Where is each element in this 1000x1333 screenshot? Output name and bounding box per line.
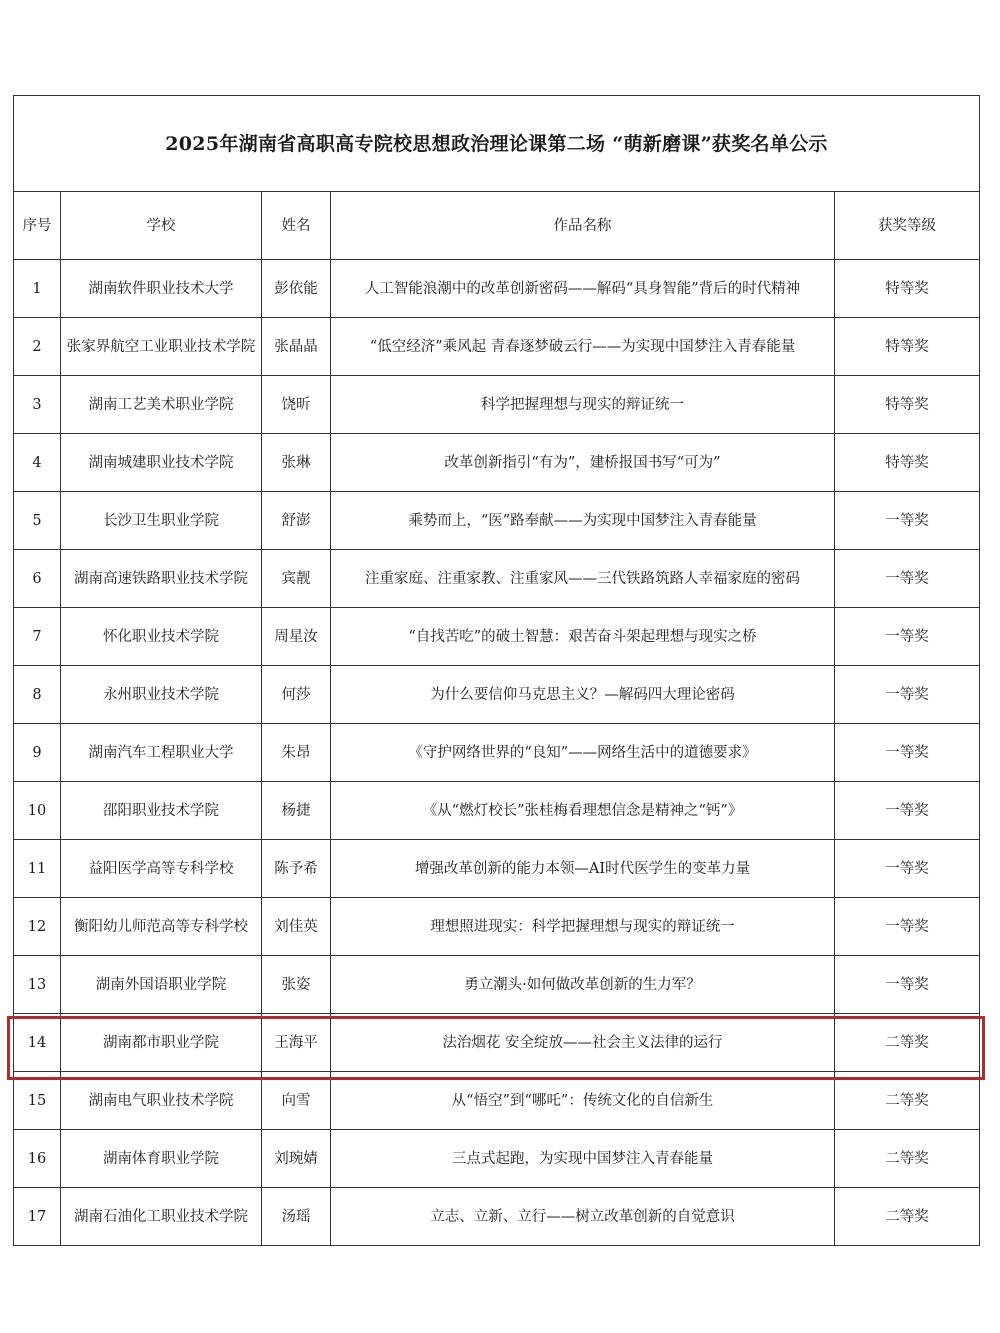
award-sheet (13, 95, 979, 1246)
table-row (14, 1188, 980, 1246)
cell-work: 增强改革创新的能力本领—AI时代医学生的变革力量 (331, 840, 835, 898)
cell-work: “低空经济”乘风起 青春逐梦破云行——为实现中国梦注入青春能量 (331, 318, 835, 376)
cell-name: 周星汝 (262, 608, 331, 666)
cell-award: 一等奖 (835, 840, 980, 898)
cell-no: 11 (14, 840, 61, 898)
cell-school: 衡阳幼儿师范高等专科学校 (61, 898, 262, 956)
cell-work: 《从“燃灯校长”张桂梅看理想信念是精神之“钙”》 (331, 782, 835, 840)
cell-award: 一等奖 (835, 782, 980, 840)
cell-name: 张姿 (262, 956, 331, 1014)
cell-school: 怀化职业技术学院 (61, 608, 262, 666)
cell-award: 特等奖 (835, 434, 980, 492)
cell-award: 一等奖 (835, 492, 980, 550)
cell-award: 特等奖 (835, 376, 980, 434)
cell-name: 宾靓 (262, 550, 331, 608)
table-row (14, 956, 980, 1014)
cell-work: 从“悟空”到“哪吒”：传统文化的自信新生 (331, 1072, 835, 1130)
cell-name: 陈予希 (262, 840, 331, 898)
cell-school: 湖南都市职业学院 (61, 1014, 262, 1072)
cell-school: 长沙卫生职业学院 (61, 492, 262, 550)
cell-award: 一等奖 (835, 956, 980, 1014)
cell-award: 特等奖 (835, 260, 980, 318)
cell-award: 二等奖 (835, 1014, 980, 1072)
cell-name: 王海平 (262, 1014, 331, 1072)
cell-name: 彭依能 (262, 260, 331, 318)
cell-school: 湖南体育职业学院 (61, 1130, 262, 1188)
table-row (14, 666, 980, 724)
cell-school: 湖南工艺美术职业学院 (61, 376, 262, 434)
table-row (14, 434, 980, 492)
cell-work: 三点式起跑，为实现中国梦注入青春能量 (331, 1130, 835, 1188)
table-row (14, 608, 980, 666)
cell-award: 特等奖 (835, 318, 980, 376)
cell-work: 理想照进现实：科学把握理想与现实的辩证统一 (331, 898, 835, 956)
cell-no: 16 (14, 1130, 61, 1188)
cell-work: 注重家庭、注重家教、注重家风——三代铁路筑路人幸福家庭的密码 (331, 550, 835, 608)
table-row (14, 1130, 980, 1188)
cell-work: 为什么要信仰马克思主义？—解码四大理论密码 (331, 666, 835, 724)
cell-no: 6 (14, 550, 61, 608)
table-row (14, 782, 980, 840)
cell-work: 人工智能浪潮中的改革创新密码——解码“具身智能”背后的时代精神 (331, 260, 835, 318)
cell-name: 刘佳英 (262, 898, 331, 956)
cell-award: 一等奖 (835, 898, 980, 956)
cell-award: 一等奖 (835, 608, 980, 666)
cell-award: 一等奖 (835, 724, 980, 782)
cell-school: 永州职业技术学院 (61, 666, 262, 724)
cell-school: 张家界航空工业职业技术学院 (61, 318, 262, 376)
cell-no: 1 (14, 260, 61, 318)
cell-no: 13 (14, 956, 61, 1014)
cell-work: 勇立潮头·如何做改革创新的生力军？ (331, 956, 835, 1014)
cell-school: 湖南电气职业技术学院 (61, 1072, 262, 1130)
table-row (14, 898, 980, 956)
cell-name: 舒澎 (262, 492, 331, 550)
column-header-work: 作品名称 (331, 192, 835, 260)
table-row (14, 1014, 980, 1072)
column-header-school: 学校 (61, 192, 262, 260)
cell-name: 汤瑶 (262, 1188, 331, 1246)
column-header-name: 姓名 (262, 192, 331, 260)
cell-no: 8 (14, 666, 61, 724)
cell-award: 一等奖 (835, 550, 980, 608)
cell-school: 湖南软件职业技术大学 (61, 260, 262, 318)
cell-no: 10 (14, 782, 61, 840)
cell-no: 12 (14, 898, 61, 956)
table-row (14, 1072, 980, 1130)
cell-work: 法治烟花 安全绽放——社会主义法律的运行 (331, 1014, 835, 1072)
cell-name: 何莎 (262, 666, 331, 724)
table-row (14, 724, 980, 782)
table-row (14, 492, 980, 550)
cell-name: 向雪 (262, 1072, 331, 1130)
cell-no: 15 (14, 1072, 61, 1130)
cell-work: 科学把握理想与现实的辩证统一 (331, 376, 835, 434)
cell-no: 4 (14, 434, 61, 492)
cell-award: 二等奖 (835, 1188, 980, 1246)
cell-no: 5 (14, 492, 61, 550)
table-header-row (14, 192, 980, 260)
cell-no: 9 (14, 724, 61, 782)
cell-work: 改革创新指引“有为”，建桥报国书写“可为” (331, 434, 835, 492)
cell-work: 《守护网络世界的“良知”——网络生活中的道德要求》 (331, 724, 835, 782)
cell-name: 刘琬婧 (262, 1130, 331, 1188)
cell-name: 朱昂 (262, 724, 331, 782)
cell-name: 张晶晶 (262, 318, 331, 376)
cell-work: “自找苦吃”的破土智慧：艰苦奋斗架起理想与现实之桥 (331, 608, 835, 666)
table-row (14, 550, 980, 608)
cell-school: 湖南高速铁路职业技术学院 (61, 550, 262, 608)
cell-award: 二等奖 (835, 1130, 980, 1188)
cell-school: 湖南城建职业技术学院 (61, 434, 262, 492)
table-row (14, 840, 980, 898)
cell-school: 邵阳职业技术学院 (61, 782, 262, 840)
cell-work: 乘势而上，“医”路奉献——为实现中国梦注入青春能量 (331, 492, 835, 550)
cell-name: 杨捷 (262, 782, 331, 840)
cell-name: 张琳 (262, 434, 331, 492)
cell-school: 湖南石油化工职业技术学院 (61, 1188, 262, 1246)
cell-school: 湖南外国语职业学院 (61, 956, 262, 1014)
cell-award: 二等奖 (835, 1072, 980, 1130)
table-row (14, 260, 980, 318)
cell-no: 14 (14, 1014, 61, 1072)
cell-school: 益阳医学高等专科学校 (61, 840, 262, 898)
cell-no: 7 (14, 608, 61, 666)
cell-work: 立志、立新、立行——树立改革创新的自觉意识 (331, 1188, 835, 1246)
column-header-award: 获奖等级 (835, 192, 980, 260)
table-row (14, 376, 980, 434)
cell-no: 3 (14, 376, 61, 434)
table-row (14, 318, 980, 376)
award-table (13, 95, 980, 1246)
cell-school: 湖南汽车工程职业大学 (61, 724, 262, 782)
cell-name: 饶昕 (262, 376, 331, 434)
page-title: 2025年湖南省高职高专院校思想政治理论课第二场 “萌新磨课”获奖名单公示 (14, 96, 980, 192)
cell-no: 2 (14, 318, 61, 376)
cell-award: 一等奖 (835, 666, 980, 724)
column-header-no: 序号 (14, 192, 61, 260)
cell-no: 17 (14, 1188, 61, 1246)
